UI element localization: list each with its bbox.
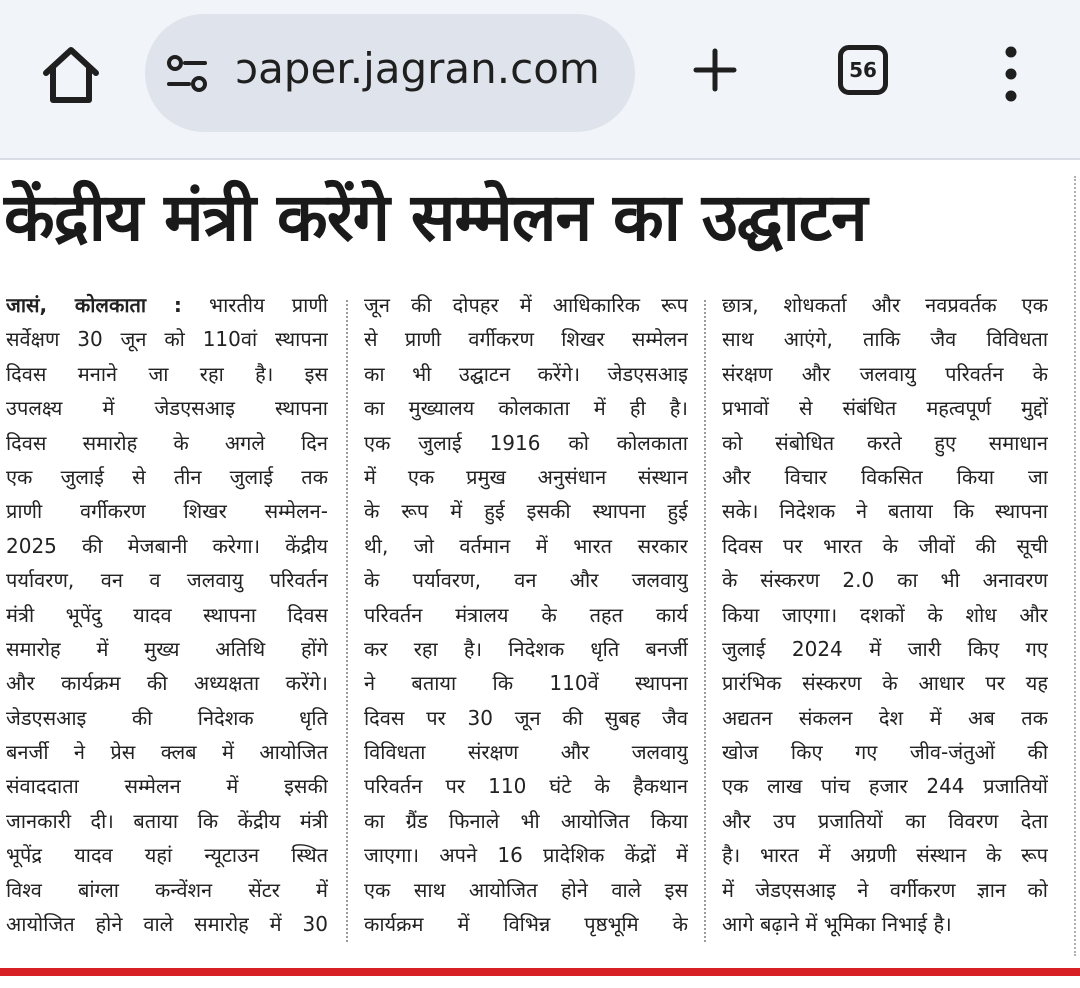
- article-column-1: [6, 288, 328, 941]
- article-line: कर रहा है। निदेशक धृति बनर्जी: [364, 636, 688, 661]
- article-line: में जेडएसआइ ने वर्गीकरण ज्ञान को: [722, 877, 1048, 902]
- page-edge-divider: [1074, 176, 1080, 956]
- article-line: का भी उद्घाटन करेंगे। जेडएसआइ: [364, 361, 688, 386]
- article-line: और विचार विकसित किया जा: [722, 464, 1048, 489]
- article-line: दिवस मनाने जा रहा है। इस: [6, 361, 328, 386]
- article-line: के संस्करण 2.0 का भी अनावरण: [722, 568, 1048, 593]
- article-line: साथ आएंगे, ताकि जैव विविधता: [722, 327, 1048, 352]
- article-line: संवाददाता सम्मेलन में इसकी: [6, 774, 328, 799]
- accent-rule: [0, 968, 1080, 976]
- article-column-2: [364, 288, 688, 941]
- article-line: एक साथ आयोजित होने वाले इस: [364, 877, 688, 902]
- article-line: मंत्री भूपेंदु यादव स्थापना दिवस: [6, 602, 328, 627]
- article-line: छात्र, शोधकर्ता और नवप्रवर्तक एक: [722, 293, 1048, 317]
- article-line: भारतीय प्राणी: [209, 293, 328, 317]
- article-line: का मुख्यालय कोलकाता में ही है।: [364, 396, 688, 421]
- column-divider: [346, 300, 348, 942]
- article-line: परिवर्तन पर 110 घंटे के हैकथान: [364, 774, 688, 799]
- more-vert-icon[interactable]: [996, 44, 1026, 104]
- article-line: एक जुलाई 1916 को कोलकाता: [364, 430, 688, 455]
- article-line: जेडएसआइ की निदेशक धृति: [6, 705, 328, 730]
- article-line: विविधता संरक्षण और जलवायु: [364, 740, 688, 765]
- article-line: दिवस पर 30 जून की सुबह जैव: [364, 705, 688, 730]
- article-line: प्रभावों से संबंधित महत्वपूर्ण मुद्दों: [722, 396, 1048, 421]
- article-line: बनर्जी ने प्रेस क्लब में आयोजित: [6, 740, 328, 765]
- article-line: उपलक्ष्य में जेडएसआइ स्थापना: [6, 396, 328, 421]
- article-line: के पर्यावरण, वन और जलवायु: [364, 568, 688, 593]
- article-column-3: [722, 288, 1048, 941]
- url-text[interactable]: ɔaper.jagran.com: [235, 44, 600, 93]
- article-line: जाएगा। अपने 16 प्रादेशिक केंद्रों में: [364, 843, 688, 868]
- article-line: प्रारंभिक संस्करण के आधार पर यह: [722, 671, 1048, 696]
- article-line: को संबोधित करते हुए समाधान: [722, 430, 1048, 455]
- article-line: दिवस समारोह के अगले दिन: [6, 430, 328, 455]
- article-line: परिवर्तन मंत्रालय के तहत कार्य: [364, 602, 688, 627]
- article-line: और उप प्रजातियों का विवरण देता: [722, 808, 1048, 833]
- article-line: आयोजित होने वाले समारोह में 30: [6, 912, 328, 937]
- article-line: एक लाख पांच हजार 244 प्रजातियों: [722, 774, 1048, 799]
- article-line: जुलाई 2024 में जारी किए गए: [722, 636, 1048, 661]
- plus-icon[interactable]: [690, 45, 740, 95]
- article-line: अद्यतन संकलन देश में अब तक: [722, 705, 1048, 730]
- article-line: सके। निदेशक ने बताया कि स्थापना: [722, 499, 1048, 524]
- article-line: आगे बढ़ाने में भूमिका निभाई है।: [722, 912, 952, 937]
- article-line: 2025 की मेजबानी करेगा। केंद्रीय: [6, 533, 328, 558]
- tab-switcher-button[interactable]: [838, 45, 888, 95]
- article-line: में एक प्रमुख अनुसंधान संस्थान: [364, 464, 688, 489]
- article-line: एक जुलाई से तीन जुलाई तक: [6, 464, 328, 489]
- article-line: पर्यावरण, वन व जलवायु परिवर्तन: [6, 568, 328, 593]
- home-icon[interactable]: [36, 40, 106, 110]
- article-line: जून की दोपहर में आधिकारिक रूप: [364, 293, 688, 317]
- column-divider: [704, 300, 706, 942]
- article-line: दिवस पर भारत के जीवों की सूची: [722, 533, 1048, 558]
- article-line: का ग्रैंड फिनाले भी आयोजित किया: [364, 808, 688, 833]
- article-line: के रूप में हुई इसकी स्थापना हुई: [364, 499, 688, 524]
- article-line: सर्वेक्षण 30 जून को 110वां स्थापना: [6, 327, 328, 352]
- article-line: संरक्षण और जलवायु परिवर्तन के: [722, 361, 1048, 386]
- article-line: से प्राणी वर्गीकरण शिखर सम्मेलन: [364, 327, 688, 352]
- article-line: किया जाएगा। दशकों के शोध और: [722, 602, 1048, 627]
- article-line: विश्व बांग्ला कन्वेंशन सेंटर में: [6, 877, 328, 902]
- article-line: और कार्यक्रम की अध्यक्षता करेंगे।: [6, 671, 328, 696]
- browser-toolbar: [0, 0, 1080, 160]
- tune-icon[interactable]: [165, 52, 211, 96]
- article-headline: केंद्रीय मंत्री करेंगे सम्मेलन का उद्घाटन: [4, 179, 867, 256]
- address-bar[interactable]: [145, 14, 635, 132]
- article-line: थी, जो वर्तमान में भारत सरकार: [364, 533, 688, 558]
- article-line: ने बताया कि 110वें स्थापना: [364, 671, 688, 696]
- article-line: जानकारी दी। बताया कि केंद्रीय मंत्री: [6, 808, 328, 833]
- article-line: कार्यक्रम में विभिन्न पृष्ठभूमि के: [364, 912, 688, 937]
- article-line: है। भारत में अग्रणी संस्थान के रूप: [722, 843, 1048, 868]
- tab-count: 56: [849, 58, 877, 82]
- article-line: खोज किए गए जीव-जंतुओं की: [722, 740, 1048, 765]
- article-line: भूपेंद्र यादव यहां न्यूटाउन स्थित: [6, 843, 328, 868]
- byline: जासं, कोलकाता :: [6, 293, 182, 317]
- article-line: प्राणी वर्गीकरण शिखर सम्मेलन-: [6, 499, 328, 524]
- article-line: समारोह में मुख्य अतिथि होंगे: [6, 636, 328, 661]
